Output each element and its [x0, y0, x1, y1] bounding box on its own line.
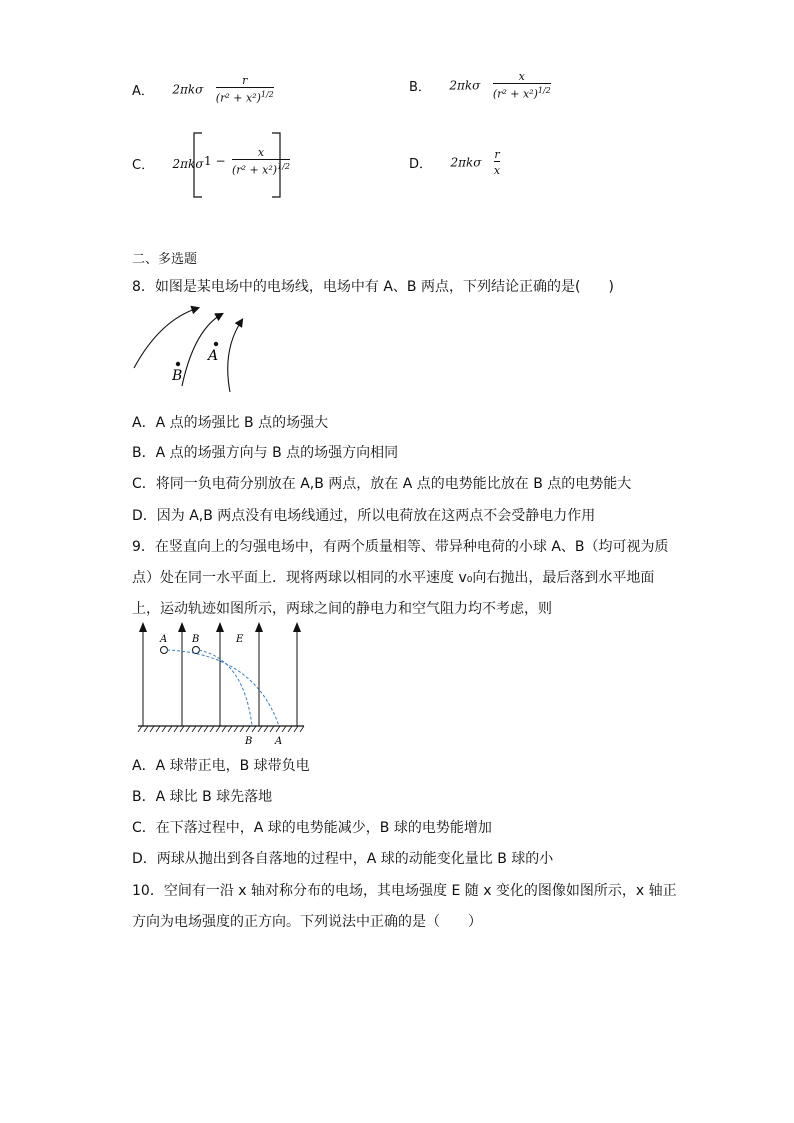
q8-option-c[interactable]: C．将同一负电荷分别放在 A,B 两点，放在 A 点的电势能比放在 B 点的电势能大: [132, 476, 632, 492]
ball-b: [193, 647, 200, 654]
point-a: [214, 342, 218, 346]
q10-stem-line2: 方向为电场强度的正方向。下列说法中正确的是（ ）: [132, 914, 482, 930]
q8-stem: 8．如图是某电场中的电场线，电场中有 A、B 两点，下列结论正确的是( ): [132, 279, 614, 295]
coefficient: 2πkσ: [172, 82, 204, 97]
numerator: r: [494, 148, 500, 161]
option-label: C．: [132, 158, 155, 173]
one-minus: 1 −: [204, 154, 226, 168]
coefficient: 2πkσ: [449, 78, 481, 93]
coefficient: 2πkσ: [450, 155, 482, 170]
label-a-bottom: A: [275, 736, 283, 747]
left-bracket: [192, 132, 204, 198]
label-a: A: [208, 348, 219, 364]
q8-option-d[interactable]: D．因为 A,B 两点没有电场线通过，所以电荷放在这两点不会受静电力作用: [132, 508, 596, 524]
q8-field-lines-figure: [130, 300, 250, 400]
label-e: E: [236, 634, 244, 645]
q9-stem-line2: 点）处在同一水平面上．现将两球以相同的水平速度 v₀向右抛出，最后落到水平地面: [132, 570, 655, 586]
fraction: [494, 148, 500, 177]
label-a-top: A: [160, 634, 168, 645]
q9-stem-line3: 上，运动轨迹如图所示，两球之间的静电力和空气阻力均不考虑，则: [132, 601, 552, 617]
ball-a: [161, 647, 168, 654]
option-label: B．: [409, 79, 431, 95]
denominator: x: [494, 161, 500, 177]
denominator-base: (r² + x²): [492, 87, 538, 101]
option-label: A．: [132, 83, 154, 99]
field-line-1: [134, 308, 198, 368]
label-b-top: B: [192, 634, 200, 645]
q9-option-a[interactable]: A．A 球带正电，B 球带负电: [132, 758, 310, 774]
q10-stem-line1: 10．空间有一沿 x 轴对称分布的电场，其电场强度 E 随 x 变化的图像如图所示，x 轴正: [132, 883, 677, 899]
denominator-base: (r² + x²): [232, 163, 278, 177]
right-bracket: [270, 132, 282, 198]
q7-option-d[interactable]: [409, 148, 500, 177]
q8-option-a[interactable]: A．A 点的场强比 B 点的场强大: [132, 415, 329, 431]
fraction: [493, 70, 551, 101]
numerator: x: [257, 146, 265, 159]
q9-stem-line1: 9．在竖直向上的匀强电场中，有两个质量相等、带异种电荷的小球 A、B（均可视为质: [132, 539, 669, 555]
label-b-bottom: B: [245, 736, 253, 747]
exponent: 1/2: [260, 90, 274, 99]
denominator-base: (r² + x²): [215, 91, 261, 105]
label-b: B: [172, 368, 183, 384]
q8-option-b[interactable]: B．A 点的场强方向与 B 点的场强方向相同: [132, 445, 399, 461]
q7-option-a[interactable]: [132, 74, 274, 105]
numerator: x: [518, 70, 525, 83]
q9-uniform-field-figure: [134, 620, 306, 748]
option-label: D．: [409, 157, 433, 172]
trajectory-b: [199, 650, 252, 726]
section-title: 二、多选题: [132, 252, 198, 267]
field-line-3: [228, 320, 242, 392]
numerator: r: [242, 74, 248, 87]
point-b: [176, 362, 180, 366]
ground-hatching: [138, 726, 304, 732]
coefficient: 2πkσ: [172, 156, 204, 171]
denominator: [493, 83, 551, 101]
q7-option-b[interactable]: [409, 70, 551, 101]
exponent: 1/2: [537, 86, 551, 95]
q9-option-b[interactable]: B．A 球比 B 球先落地: [132, 789, 273, 805]
denominator: [216, 87, 274, 105]
fraction: [216, 74, 274, 105]
q7-option-c[interactable]: [132, 132, 290, 198]
q9-option-c[interactable]: C．在下落过程中，A 球的电势能减少，B 球的电势能增加: [132, 820, 492, 836]
exponent: 1/2: [277, 162, 290, 171]
q9-option-d[interactable]: D．两球从抛出到各自落地的过程中，A 球的动能变化量比 B 球的小: [132, 851, 554, 867]
